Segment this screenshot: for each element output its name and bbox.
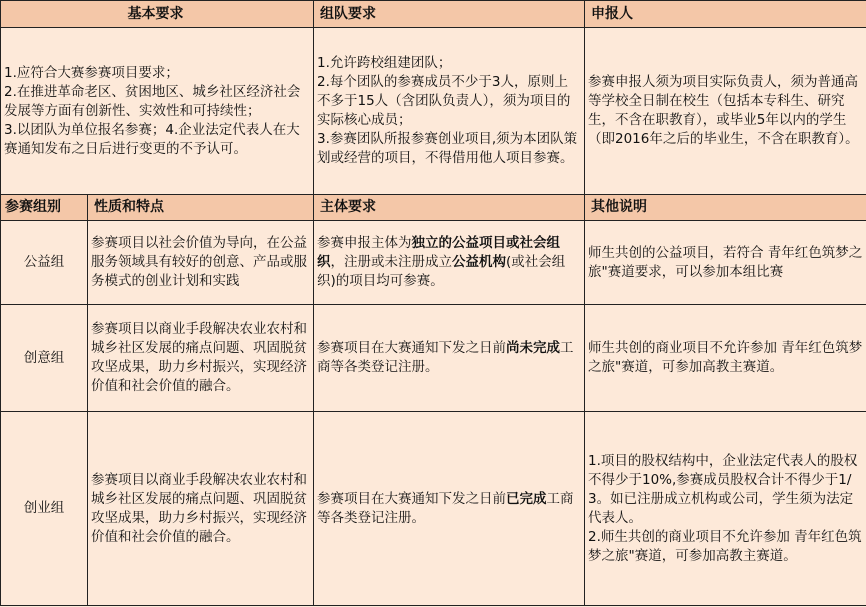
- header-nature: 性质和特点: [88, 195, 314, 221]
- subject-text: 参赛申报主体为: [317, 235, 412, 251]
- team-item-1: 1.允许跨校组建团队；: [317, 55, 452, 71]
- group-other: [585, 412, 866, 606]
- group-row-startup: [1, 412, 866, 606]
- group-name: 公益组: [1, 221, 88, 305]
- team-item-2: 2.每个团队的参赛成员不少于3人，原则上不多于15人（含团队负责人），须为项目的实际核心成员；: [317, 74, 571, 128]
- group-subject: [314, 412, 585, 606]
- group-nature: 参赛项目以商业手段解决农业农村和城乡社区发展的痛点问题、巩固脱贫攻坚成果，助力乡村振兴，实现经济价值和社会价值的融合。: [88, 305, 314, 412]
- group-nature: 参赛项目以社会价值为导向，在公益服务领域具有较好的创意、产品或服务模式的创业计划和实践: [88, 221, 314, 305]
- subject-text: ，注册或未注册成立: [330, 254, 452, 270]
- basic-item-2: 2.在推进革命老区、贫困地区、城乡社区经济社会发展等方面有创新性、实效性和可持续性；: [4, 83, 301, 119]
- other-item-2: 2.师生共创的商业项目不允许参加 青年红色筑梦之旅"赛道，可参加高教主赛道。: [588, 528, 862, 564]
- basic-item-1: 1.应符合大赛参赛项目要求；: [4, 64, 179, 81]
- subject-text: 工商等各类登记注册。: [317, 340, 574, 375]
- header-subject: 主体要求: [314, 195, 585, 221]
- subject-bold: 已完成: [506, 490, 547, 507]
- group-name: 创意组: [1, 305, 88, 412]
- basic-requirements-cell: [1, 28, 314, 195]
- header-row-1: [1, 1, 866, 28]
- other-item-1: 1.项目的股权结构中，企业法定代表人的股权不得少于10%,参赛成员股权合计不得少于1/3。如已注册成立机构或公司，学生须为法定代表人。: [588, 452, 858, 526]
- requirements-row: [1, 28, 866, 195]
- header-other: 其他说明: [585, 195, 866, 221]
- header-group: 参赛组别: [1, 195, 88, 221]
- group-row-creative: [1, 305, 866, 412]
- group-subject: [314, 305, 585, 412]
- header-basic: 基本要求: [1, 1, 314, 28]
- basic-item-3: 3.以团队为单位报名参赛；4.企业法定代表人在大赛通知发布之日后进行变更的不予认可。: [4, 121, 300, 157]
- team-item-3: 3.参赛团队所报参赛创业项目,须为本团队策划或经营的项目，不得借用他人项目参赛。: [317, 131, 578, 166]
- header-applicant: 申报人: [585, 1, 866, 28]
- subject-bold: 公益机构: [452, 254, 506, 270]
- subject-text: (或社会组织)的项目均可参赛。: [317, 254, 566, 289]
- group-other: 师生共创的公益项目，若符合 青年红色筑梦之旅"赛道要求，可以参加本组比赛: [585, 221, 866, 305]
- subject-text: 参赛项目在大赛通知下发之日前: [317, 490, 506, 507]
- group-subject: [314, 221, 585, 305]
- group-name: 创业组: [1, 412, 88, 606]
- subject-text: 参赛项目在大赛通知下发之日前: [317, 340, 506, 356]
- group-other: 师生共创的商业项目不允许参加 青年红色筑梦之旅"赛道，可参加高教主赛道。: [585, 305, 866, 412]
- subject-bold: 尚未完成: [506, 340, 560, 356]
- group-nature: 参赛项目以商业手段解决农业农村和城乡社区发展的痛点问题、巩固脱贫攻坚成果，助力乡村振兴，实现经济价值和社会价值的融合。: [88, 412, 314, 606]
- subject-bold: 独立的公益项目或社会组织: [317, 235, 560, 270]
- subject-text: 工商等各类登记注册。: [317, 490, 574, 526]
- header-team: 组队要求: [314, 1, 585, 28]
- applicant-requirements-cell: 参赛申报人须为项目实际负责人，须为普通高等学校全日制在校生（包括本专科生、研究生，不含在职教育），或毕业5年以内的学生（即2016年之后的毕业生，不含在职教育）。: [585, 28, 866, 195]
- team-requirements-cell: [314, 28, 585, 195]
- header-row-2: [1, 195, 866, 221]
- group-row-public-welfare: [1, 221, 866, 305]
